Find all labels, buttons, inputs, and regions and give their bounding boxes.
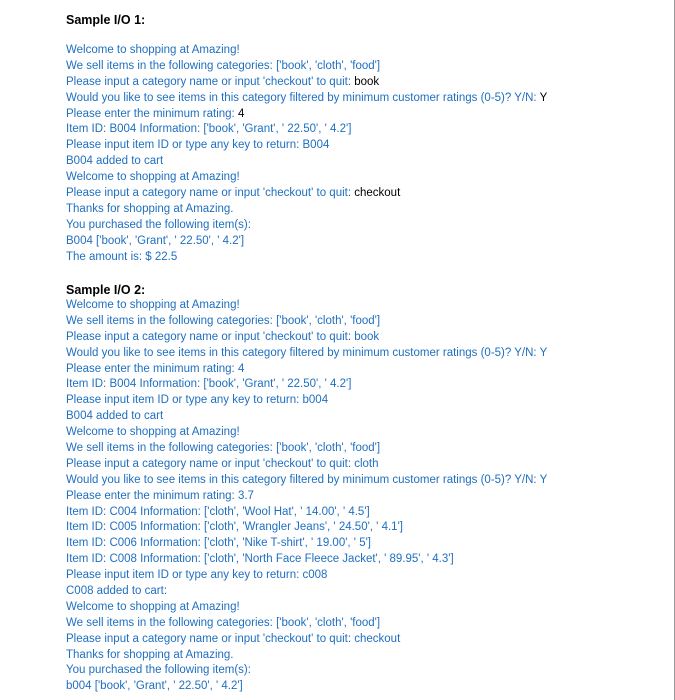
output-text: Please input a category name or input 'checkout' to quit: book <box>66 330 380 343</box>
transcript-line <box>66 441 664 457</box>
output-text: B004 ['book', 'Grant', ' 22.50', ' 4.2'] <box>66 234 245 247</box>
output-text: Thanks for shopping at Amazing. <box>66 202 234 215</box>
spacer <box>66 28 664 43</box>
output-text: Please input item ID or type any key to return: b004 <box>66 394 329 407</box>
transcript-line <box>66 377 664 393</box>
transcript-line <box>66 632 664 648</box>
output-text: Please input a category name or input 'checkout' to quit: <box>66 75 355 88</box>
output-text: The amount is: $ 22.5 <box>66 250 178 263</box>
output-text: Please input a category name or input 'checkout' to quit: checkout <box>66 632 401 645</box>
transcript-line <box>66 552 664 568</box>
sample-2-transcript <box>66 298 664 695</box>
output-text: Please input a category name or input 'checkout' to quit: <box>66 187 355 200</box>
transcript-line <box>66 457 664 473</box>
sample-io-2 <box>66 282 664 695</box>
user-input-text: book <box>354 75 380 88</box>
transcript-line <box>66 298 664 314</box>
transcript-line <box>66 250 664 266</box>
transcript-line <box>66 568 664 584</box>
transcript-line <box>66 75 664 91</box>
output-text: Welcome to shopping at Amazing! <box>66 44 240 56</box>
sample-1-heading: Sample I/O 1: <box>66 13 146 27</box>
output-text: C008 added to cart: <box>66 585 168 598</box>
transcript-line <box>66 648 664 664</box>
transcript-line <box>66 346 664 362</box>
transcript-line <box>66 202 664 218</box>
output-text: Welcome to shopping at Amazing! <box>66 600 240 613</box>
output-text: Item ID: C004 Information: ['cloth', 'Wool Hat', ' 14.00', ' 4.5'] <box>66 505 370 518</box>
output-text: Welcome to shopping at Amazing! <box>66 426 240 439</box>
transcript-line <box>66 489 664 505</box>
output-text: Please enter the minimum rating: 4 <box>66 362 245 375</box>
transcript-line <box>66 362 664 378</box>
transcript-line <box>66 393 664 409</box>
transcript-line <box>66 663 664 679</box>
output-text: We sell items in the following categories: ['book', 'cloth', 'food'] <box>66 59 381 72</box>
transcript-line <box>66 616 664 632</box>
output-text: You purchased the following item(s): <box>66 218 251 231</box>
transcript-line <box>66 536 664 552</box>
transcript-line <box>66 107 664 123</box>
transcript-line <box>66 186 664 202</box>
transcript-line <box>66 505 664 521</box>
output-text: Would you like to see items in this category filtered by minimum customer ratings (0-5)? Y/N: Y <box>66 473 548 486</box>
transcript-line <box>66 520 664 536</box>
output-text: Item ID: C008 Information: ['cloth', 'North Face Fleece Jacket', ' 89.95', ' 4.3'] <box>66 553 454 566</box>
transcript-line <box>66 59 664 75</box>
transcript-line <box>66 584 664 600</box>
transcript-line <box>66 43 664 59</box>
output-text: B004 added to cart <box>66 410 164 423</box>
output-text: b004 ['book', 'Grant', ' 22.50', ' 4.2'] <box>66 680 243 693</box>
output-text: Would you like to see items in this category filtered by minimum customer ratings (0-5)? Y/N: <box>66 91 540 104</box>
output-text: Would you like to see items in this category filtered by minimum customer ratings (0-5)? Y/N: Y <box>66 346 548 359</box>
user-input-text: Y <box>539 91 548 104</box>
transcript-line <box>66 600 664 616</box>
sample-1-transcript <box>66 43 664 265</box>
output-text: Please enter the minimum rating: 3.7 <box>66 489 254 502</box>
transcript-line <box>66 91 664 107</box>
transcript-line <box>66 234 664 250</box>
transcript-line <box>66 473 664 489</box>
transcript-line <box>66 314 664 330</box>
transcript-line <box>66 138 664 154</box>
transcript-line <box>66 409 664 425</box>
output-text: Item ID: C006 Information: ['cloth', 'Nike T-shirt', ' 19.00', ' 5'] <box>66 537 371 550</box>
sample-2-heading: Sample I/O 2: <box>66 283 146 297</box>
transcript-line <box>66 122 664 138</box>
output-text: We sell items in the following categories: ['book', 'cloth', 'food'] <box>66 314 381 327</box>
transcript-line <box>66 218 664 234</box>
transcript-line <box>66 154 664 170</box>
output-text: You purchased the following item(s): <box>66 664 251 677</box>
transcript-line <box>66 170 664 186</box>
user-input-text: 4 <box>237 107 245 120</box>
output-text: Please input item ID or type any key to return: B004 <box>66 139 330 152</box>
output-text: Welcome to shopping at Amazing! <box>66 299 240 311</box>
output-text: Welcome to shopping at Amazing! <box>66 171 240 184</box>
output-text: We sell items in the following categories: ['book', 'cloth', 'food'] <box>66 442 381 455</box>
user-input-text: checkout <box>354 187 401 200</box>
output-text: We sell items in the following categories: ['book', 'cloth', 'food'] <box>66 616 381 629</box>
output-text: Item ID: B004 Information: ['book', 'Grant', ' 22.50', ' 4.2'] <box>66 123 352 136</box>
transcript-line <box>66 330 664 346</box>
output-text: Thanks for shopping at Amazing. <box>66 648 234 661</box>
output-text: B004 added to cart <box>66 155 164 168</box>
transcript-line <box>66 425 664 441</box>
transcript-line <box>66 679 664 695</box>
output-text: Please input item ID or type any key to return: c008 <box>66 569 328 582</box>
output-text: Please input a category name or input 'checkout' to quit: cloth <box>66 457 379 470</box>
output-text: Item ID: B004 Information: ['book', 'Grant', ' 22.50', ' 4.2'] <box>66 378 352 391</box>
output-text: Please enter the minimum rating: <box>66 107 238 120</box>
sample-io-1 <box>66 12 664 265</box>
output-text: Item ID: C005 Information: ['cloth', 'Wrangler Jeans', ' 24.50', ' 4.1'] <box>66 521 403 534</box>
